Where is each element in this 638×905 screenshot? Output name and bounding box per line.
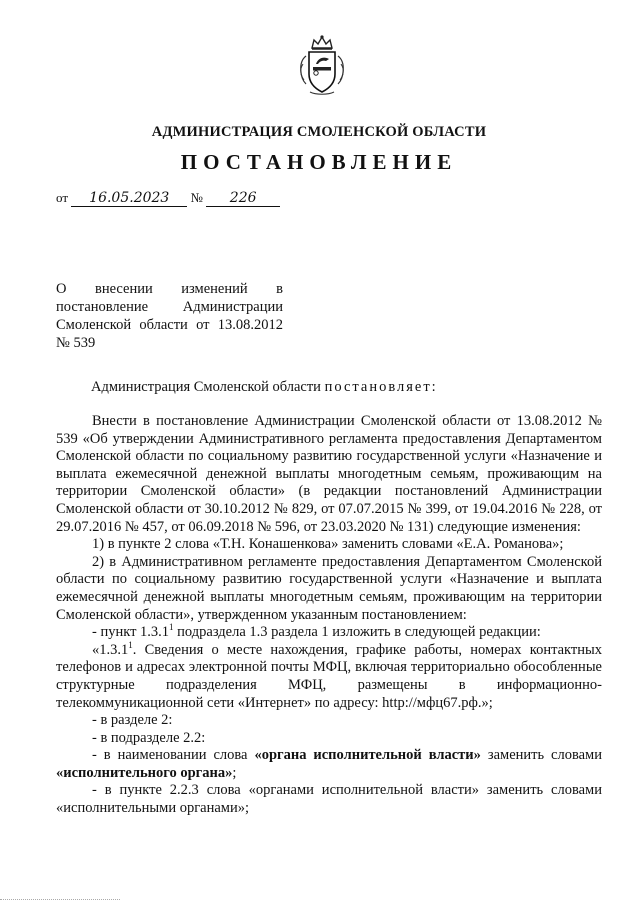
- scan-artifact-line: [0, 899, 120, 900]
- number-sign: №: [190, 190, 203, 205]
- handwritten-date: 16.05.2023: [71, 190, 187, 207]
- document-body: [56, 413, 602, 818]
- paragraph-item-2: 2) в Административном регламенте предоставления Департаментом Смоленской области по социальному развитию государственной услуги «Назначение и выплата ежемесячной денежной выплаты многодетным семьям, проживающим на территории Смоленской области», утвержденном указанным постановлением:: [56, 553, 602, 623]
- intro-text: Администрация Смоленской области: [91, 379, 325, 395]
- paragraph-subsection-2-2: - в подразделе 2.2:: [92, 729, 206, 746]
- paragraph-item-1: 1) в пункте 2 слова «Т.Н. Конашенкова» заменить словами «Е.А. Романова»;: [92, 536, 564, 553]
- paragraph-new-wording: «1.3.1$^1$. Сведения о месте нахождения, графике работы, номерах контактных телефонов и адресах электронной почты МФЦ, включая территориально обособленные структурные подразделения МФЦ, размещены в информационно-телекоммуникационной сети «Интернет» по адресу: http://мфц67.рф.»;: [56, 639, 602, 711]
- organization-name: АДМИНИСТРАЦИЯ СМОЛЕНСКОЙ ОБЛАСТИ: [151, 124, 487, 140]
- coat-of-arms-emblem: [296, 34, 348, 96]
- intro-line: [91, 379, 438, 396]
- document-type-title: ПОСТАНОВЛЕНИЕ: [180, 150, 458, 174]
- handwritten-number: 226: [206, 190, 280, 207]
- paragraph-main: Внести в постановление Администрации Смоленской области от 13.08.2012 № 539 «Об утверждении Административного регламента предоставления Департаментом Смоленской области по социальному развитию государственной услуги «Назначение и выплата ежемесячной денежной выплаты многодетным семьям, проживающим на территории Смоленской области» (в редакции постановлений Администрации Смоленской области от 30.10.2012 № 829, от 07.07.2015 № 399, от 19.04.2016 № 228, от 29.07.2016 № 457, от 06.09.2018 № 596, от 23.03.2020 № 131) следующие изменения:: [56, 413, 602, 535]
- paragraph-section-2: - в разделе 2:: [92, 712, 173, 729]
- subject-heading: О внесении изменений в постановление Администрации Смоленской области от 13.08.2012 № 539: [56, 281, 283, 351]
- date-number-line: [56, 190, 280, 207]
- intro-spaced-verb: постановляет:: [324, 379, 438, 395]
- paragraph-heading-change: - в наименовании слова «органа исполнительной власти» заменить словами «исполнительного органа»;: [56, 747, 602, 781]
- paragraph-item-1-3-1: - пункт 1.3.1$^1$ подраздела 1.3 раздела 1 изложить в следующей редакции:: [92, 622, 541, 641]
- date-prefix: от: [56, 190, 69, 205]
- paragraph-item-2-2-3: - в пункте 2.2.3 слова «органами исполнительной власти» заменить словами «исполнительными органами»;: [56, 782, 602, 817]
